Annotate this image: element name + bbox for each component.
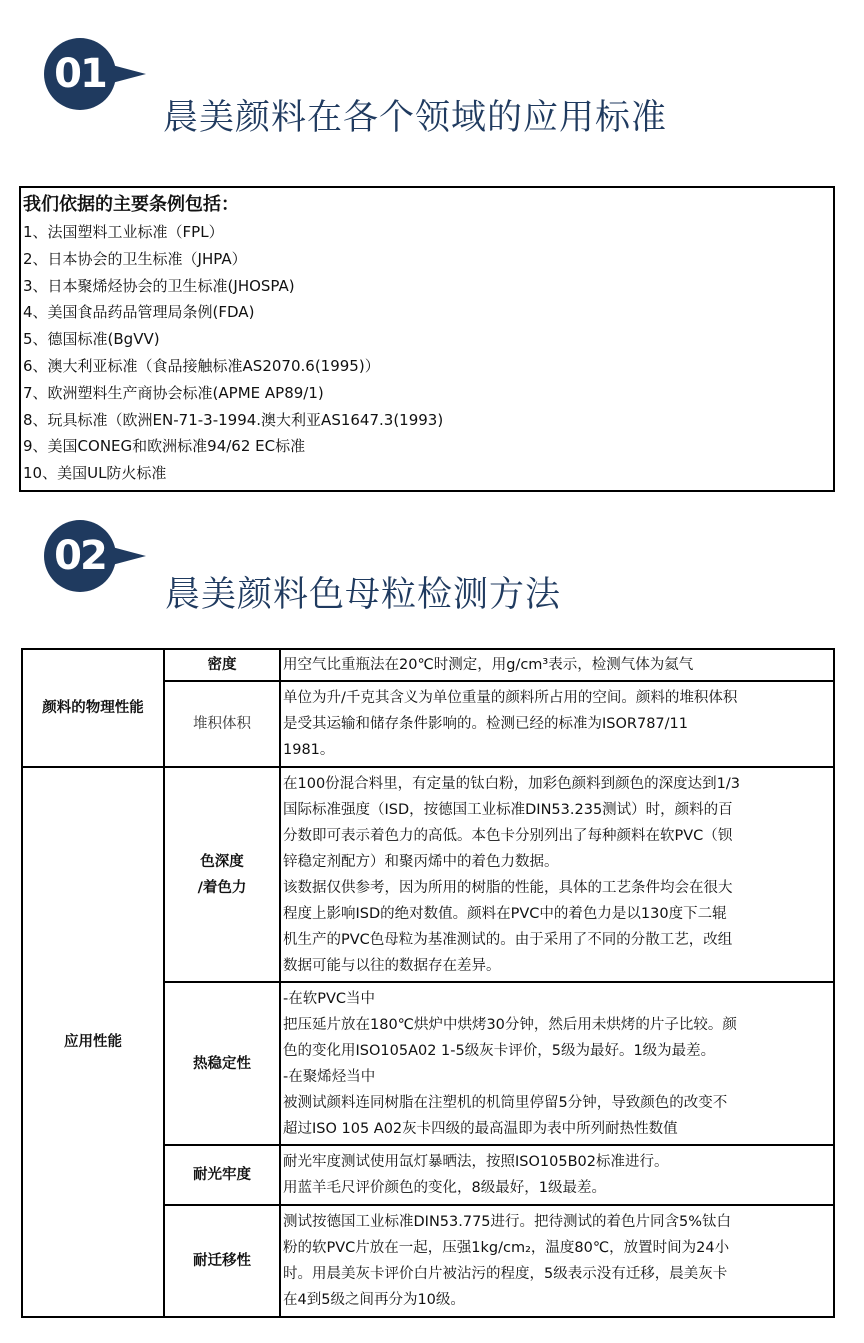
property-cell: 耐光牢度 [164, 1145, 280, 1205]
regulations-box [19, 186, 835, 492]
section-number-badge: 02 [44, 520, 116, 592]
description-line: 该数据仅供参考，因为所用的树脂的性能，具体的工艺条件均会在很大 [283, 879, 733, 896]
section-02-header [0, 512, 864, 622]
section-number-badge: 01 [44, 38, 116, 110]
description-line: 被测试颜料连同树脂在注塑机的机筒里停留5分钟，导致颜色的改变不 [283, 1094, 728, 1111]
list-item: 6、澳大利亚标准（食品接触标准AS2070.6(1995)） [23, 356, 380, 375]
description-cell [280, 681, 834, 767]
category-cell: 应用性能 [22, 767, 164, 1317]
property-cell [164, 767, 280, 982]
test-methods-table [21, 648, 835, 1318]
section-title: 晨美颜料色母粒检测方法 [165, 575, 562, 615]
property-line: /着色力 [197, 879, 247, 896]
description-line: 耐光牢度测试使用氙灯暴晒法，按照ISO105B02标准进行。 [283, 1154, 669, 1170]
description-line: -在软PVC当中 [283, 990, 376, 1007]
description-cell [280, 767, 834, 982]
description-line: 是受其运输和储存条件影响的。检测已经的标准为ISOR787/11 [283, 716, 688, 732]
description-line: 在100份混合料里，有定量的钛白粉，加彩色颜料到颜色的深度达到1/3 [283, 775, 741, 792]
description-line: 国际标准强度（ISD，按德国工业标准DIN53.235测试）时，颜料的百 [283, 801, 733, 818]
description-line: 数据可能与以往的数据存在差异。 [283, 957, 501, 974]
description-line: 超过ISO 105 A02灰卡四级的最高温即为表中所列耐热性数值 [283, 1120, 678, 1137]
description-line: 1981。 [283, 742, 335, 758]
list-item: 5、德国标准(BgVV) [23, 330, 160, 349]
description-line: -在聚烯烃当中 [283, 1068, 376, 1085]
badge-arrow-icon [112, 547, 146, 565]
description-line: 把压延片放在180℃烘炉中烘烤30分钟，然后用未烘烤的片子比较。颜 [283, 1016, 737, 1033]
list-item: 10、美国UL防火标准 [23, 464, 167, 483]
description-line: 色的变化用ISO105A02 1-5级灰卡评价，5级为最好。1级为最差。 [283, 1042, 716, 1059]
section-01-header [0, 30, 864, 140]
list-item: 1、法国塑料工业标准（FPL） [23, 223, 224, 241]
description-line: 用空气比重瓶法在20℃时测定，用g/cm³表示，检测气体为氦气 [283, 657, 694, 673]
description-cell [280, 1145, 834, 1205]
description-line: 测试按德国工业标准DIN53.775进行。把待测试的着色片同含5%钛白 [283, 1214, 732, 1230]
description-line: 粉的软PVC片放在一起，压强1kg/cm₂，温度80℃，放置时间为24小 [283, 1240, 730, 1256]
list-item: 4、美国食品药品管理局条例(FDA) [23, 303, 255, 322]
property-cell: 密度 [164, 649, 280, 681]
badge-arrow-icon [112, 65, 146, 83]
property-line: 色深度 [200, 853, 244, 870]
description-line: 用蓝羊毛尺评价颜色的变化，8级最好，1级最差。 [283, 1180, 606, 1196]
description-line: 在4到5级之间再分为10级。 [283, 1292, 465, 1308]
list-item: 2、日本协会的卫生标准（JHPA） [23, 249, 247, 268]
description-line: 程度上影响ISD的绝对数值。颜料在PVC中的着色力是以130度下二辊 [283, 905, 727, 922]
description-line: 机生产的PVC色母粒为基准测试的。由于采用了不同的分散工艺，改组 [283, 931, 733, 948]
description-cell [280, 649, 834, 681]
description-cell [280, 982, 834, 1145]
section-title: 晨美颜料在各个领域的应用标准 [163, 98, 668, 138]
description-cell [280, 1205, 834, 1317]
list-item: 3、日本聚烯烃协会的卫生标准(JHOSPA) [23, 276, 295, 295]
regulations-list [23, 219, 831, 487]
property-cell: 堆积体积 [164, 681, 280, 767]
description-line: 单位为升/千克其含义为单位重量的颜料所占用的空间。颜料的堆积体积 [283, 690, 738, 706]
list-item: 7、欧洲塑料生产商协会标准(APME AP89/1) [23, 383, 324, 402]
description-line: 锌稳定剂配方）和聚丙烯中的着色力数据。 [283, 853, 559, 870]
table-row [22, 767, 834, 982]
description-line: 时。用晨美灰卡评价白片被沾污的程度，5级表示没有迁移，晨美灰卡 [283, 1266, 728, 1282]
description-line: 分数即可表示着色力的高低。本色卡分别列出了每种颜料在软PVC（钡 [283, 827, 733, 844]
table-row [22, 649, 834, 681]
property-cell: 耐迁移性 [164, 1205, 280, 1317]
list-item: 9、美国CONEG和欧洲标准94/62 EC标准 [23, 437, 306, 456]
list-item: 8、玩具标准（欧洲EN-71-3-1994.澳大利亚AS1647.3(1993) [23, 410, 444, 429]
property-cell: 热稳定性 [164, 982, 280, 1145]
category-cell: 颜料的物理性能 [22, 649, 164, 767]
regulations-heading: 我们依据的主要条例包括： [23, 194, 239, 215]
